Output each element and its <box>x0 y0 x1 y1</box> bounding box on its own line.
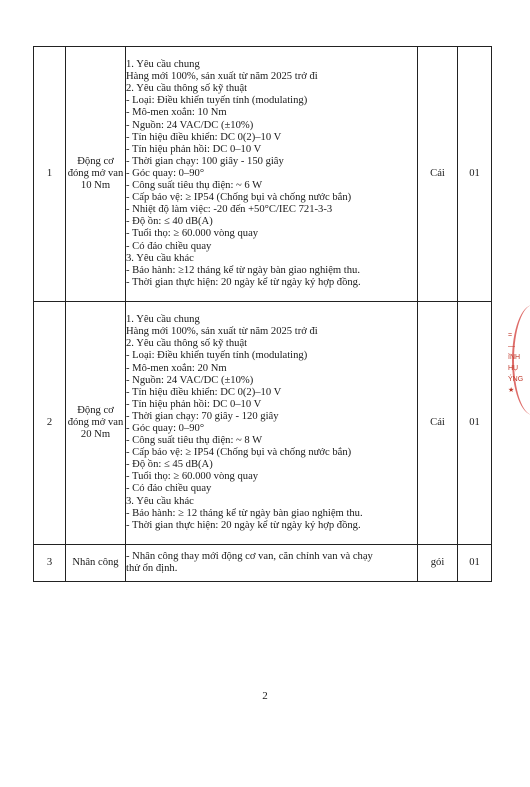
spec-line: - Tuổi thọ: ≥ 60.000 vòng quay <box>126 471 259 483</box>
spec-line: 2. Yêu cầu thông số kỹ thuật <box>126 83 248 95</box>
spec-line: - Độ ồn: ≤ 45 dB(A) <box>126 459 213 471</box>
item-quantity: 01 <box>458 47 492 302</box>
spec-line: 3. Yêu cầu khác <box>126 252 194 264</box>
spec-line: - Thời gian thực hiện: 20 ngày kể từ ngày ký hợp đồng. <box>126 519 361 531</box>
item-quantity: 01 <box>458 302 492 545</box>
star-icon: ★ <box>508 387 515 394</box>
row-number: 3 <box>34 545 66 582</box>
spec-line: Hàng mới 100%, sản xuất từ năm 2025 trở đi <box>126 326 318 338</box>
item-name: Động cơ đóng mở van 10 Nm <box>66 47 126 302</box>
stamp-fragment: HỤ <box>508 365 519 372</box>
spec-table <box>33 46 492 582</box>
spec-line: 3. Yêu cầu khác <box>126 495 194 507</box>
item-spec <box>126 545 418 582</box>
item-unit: Cái <box>418 47 458 302</box>
spec-line: - Bảo hành: ≥12 tháng kể từ ngày bàn giao nghiệm thu. <box>126 264 360 276</box>
spec-line: - Tín hiệu điều khiển: DC 0(2)–10 V <box>126 131 282 143</box>
stamp-fragment: ÝNG <box>508 376 524 383</box>
item-quantity: 01 <box>458 545 492 582</box>
spec-line: - Mô-men xoắn: 10 Nm <box>126 107 227 119</box>
item-name: Động cơ đóng mở van 20 Nm <box>66 302 126 545</box>
spec-line: - Nguồn: 24 VAC/DC (±10%) <box>126 119 254 131</box>
stamp-fragment: ĩNH <box>508 354 521 361</box>
spec-line: - Loại: Điều khiển tuyến tính (modulating) <box>126 95 308 107</box>
spec-line: - Tín hiệu điều khiển: DC 0(2)–10 V <box>126 386 282 398</box>
item-unit: gói <box>418 545 458 582</box>
row-number: 2 <box>34 302 66 545</box>
item-name: Nhân công <box>66 545 126 582</box>
item-spec <box>126 302 418 545</box>
spec-line: - Bảo hành: ≥ 12 tháng kể từ ngày bàn giao nghiệm thu. <box>126 507 363 519</box>
spec-line: - Cấp bảo vệ: ≥ IP54 (Chống bụi và chống nước bắn) <box>126 447 352 459</box>
item-spec <box>126 47 418 302</box>
spec-line: 1. Yêu cầu chung <box>126 59 200 71</box>
spec-line: - Độ ồn: ≤ 40 dB(A) <box>126 216 213 228</box>
stamp-fragment: — <box>508 343 515 350</box>
spec-line: - Thời gian chạy: 70 giây - 120 giây <box>126 410 279 422</box>
spec-line: - Thời gian chạy: 100 giây - 150 giây <box>126 155 284 167</box>
spec-line: - Có đảo chiều quay <box>126 240 212 252</box>
spec-line: - Loại: Điều khiển tuyến tính (modulating) <box>126 350 308 362</box>
spec-line: - Thời gian thực hiện: 20 ngày kể từ ngày ký hợp đồng. <box>126 276 361 288</box>
spec-line: - Tín hiệu phản hồi: DC 0–10 V <box>126 143 262 155</box>
spec-line: 1. Yêu cầu chung <box>126 314 200 326</box>
page-number: 2 <box>262 690 268 702</box>
row-number: 1 <box>34 47 66 302</box>
spec-line: - Nguồn: 24 VAC/DC (±10%) <box>126 374 254 386</box>
spec-line: - Tín hiệu phản hồi: DC 0–10 V <box>126 398 262 410</box>
table-row <box>34 302 492 545</box>
spec-line: - Góc quay: 0–90° <box>126 167 205 179</box>
spec-line: - Góc quay: 0–90° <box>126 423 205 434</box>
spec-line: Hàng mới 100%, sản xuất từ năm 2025 trở đi <box>126 71 318 83</box>
spec-line: - Mô-men xoắn: 20 Nm <box>126 362 227 374</box>
spec-line: - Tuổi thọ: ≥ 60.000 vòng quay <box>126 228 259 240</box>
seal-stamp <box>508 330 530 410</box>
spec-line: - Công suất tiêu thụ điện: ~ 8 W <box>126 435 263 447</box>
spec-line: - Có đảo chiều quay <box>126 483 212 495</box>
stamp-fragment: = <box>508 332 513 339</box>
table-row <box>34 545 492 582</box>
spec-line: - Công suất tiêu thụ điện: ~ 6 W <box>126 180 263 192</box>
spec-line: - Nhiệt độ làm việc: -20 đến +50°C/IEC 721-3-3 <box>126 204 333 216</box>
spec-line: thử ổn định. <box>126 563 178 574</box>
item-unit: Cái <box>418 302 458 545</box>
spec-line: 2. Yêu cầu thông số kỹ thuật <box>126 338 248 350</box>
table-row <box>34 47 492 302</box>
spec-line: - Cấp bảo vệ: ≥ IP54 (Chống bụi và chống nước bắn) <box>126 192 352 204</box>
spec-line: - Nhân công thay mới động cơ van, căn chỉnh van và chạy <box>126 550 373 562</box>
